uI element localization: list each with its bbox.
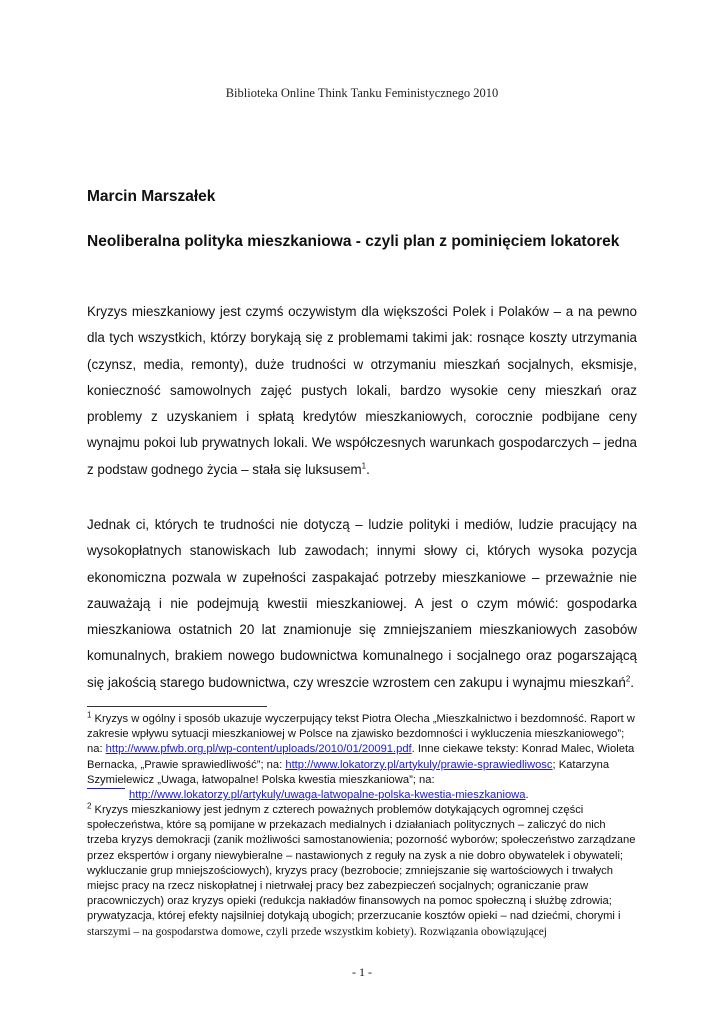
footnote-2	[87, 803, 639, 940]
footnote-1-link-pfwb[interactable]: http://www.pfwb.org.pl/wp-content/uploads/2010/01/20091.pdf	[105, 743, 412, 756]
footnote-1-link-prawie[interactable]: http://www.lokatorzy.pl/artykuly/prawie-sprawiedliwosc	[285, 758, 553, 771]
footnote-1-text-b: . Inne ciekawe teksty: Konrad Malec, Wioleta Bernacka, „Prawie sprawiedliwość”; na:	[87, 743, 635, 771]
footnote-ref-2[interactable]: 2	[625, 674, 631, 684]
footnote-separator	[87, 706, 267, 707]
page-number: - 1 -	[352, 965, 372, 979]
article-title: Neoliberalna polityka mieszkaniowa - czyli plan z pominięciem lokatorek	[87, 233, 620, 250]
footnote-1-link-uwaga[interactable]: http://www.lokatorzy.pl/artykuly/uwaga-latwopalne-polska-kwestia-mieszkaniowa	[129, 789, 526, 802]
paragraph-2-text: Jednak ci, których te trudności nie dotyczą – ludzie polityki i mediów, ludzie pracujący na wysokopłatnych stanowiskach lub zawodach; innymi słowy ci, których wysoka pozycja ekonomiczna pozwala w zupełności zaspakajać potrzeby mieszkaniowe – przeważnie nie zauważają i nie podejmują kwestii mieszkaniowej. A jest o czym mówić: gospodarka mieszkaniowa ostatnich 20 lat znamionuje się zmniejszaniem mieszkaniowych zasobów komunalnych, brakiem nowego budownictwa komunalnego i socjalnego oraz pogarszającą się jakością starego budownictwa, czy wreszcie wzrostem cen zakupu i wynajmu mieszkań	[87, 517, 637, 690]
paragraph-2-end: .	[630, 674, 635, 690]
footnote-1-leader	[87, 788, 125, 789]
body-paragraph-1	[87, 299, 637, 483]
footnote-2-text-a: Kryzys mieszkaniowy jest jednym z czterech poważnych problemów dotykających ogromnej części społeczeństwa, które są pomijane w przekazach medialnych i działaniach politycznych – zaliczyć do nich trzeba kryzys demokracji (zanik możliwości samostanowienia; pozorność wyborów; społeczeństwo zarządzane przez ekspertów i organy niewybieralne – nastawionych z reguły na zysk a nie dobro obywatelek i obywateli; wykluczanie grup mniejszościowych), kryzys pracy (bezrobocie; zmniejszanie się wartościowych i trwałych miejsc pracy na rzecz niskopłatnej i nietrwałej pracy bez zabezpieczeń socjalnych; ograniczanie praw pracowniczych) oraz kryzys opieki (redukcja nakładów finansowych na pomoc społeczną i służbę zdrowia; prywatyzacja, której efekty najsilniej dotykają ubogich; przerzucanie kosztów opieki – nad dziećmi, chorymi i	[87, 804, 636, 923]
footnote-2-text-b: starszymi – na gospodarstwa domowe, czyli przede wszystkim kobiety). Rozwiązania obowiązującej	[87, 925, 547, 938]
footnote-1-marker: 1	[87, 710, 92, 720]
footnote-1	[87, 712, 639, 803]
paragraph-1-end: .	[366, 461, 370, 477]
running-header: Biblioteka Online Think Tanku Feministycznego 2010	[225, 86, 499, 100]
paragraph-1-text: Kryzys mieszkaniowy jest czymś oczywistym dla większości Polek i Polaków – a na pewno dla tych wszystkich, którzy borykają się z problemami takimi jak: rosnące koszty utrzymania (czynsz, media, remonty), duże trudności w otrzymaniu mieszkań socjalnych, eksmisje, konieczność samowolnych zajęć pustych lokali, bardzo wysokie ceny mieszkań oraz problemy z uzyskaniem i spłatą kredytów mieszkaniowych, corocznie podbijane ceny wynajmu pokoi lub prywatnych lokali. We współczesnych warunkach gospodarczych – jedna z podstaw godnego życia – stała się luksusem	[87, 304, 637, 477]
author-name: Marcin Marszałek	[87, 188, 216, 205]
body-paragraph-2	[87, 512, 637, 696]
footnote-2-marker: 2	[87, 801, 92, 811]
footnote-1-text-d: .	[525, 789, 529, 802]
footnote-1-text-c: ; Katarzyna Szymielewicz „Uwaga, łatwopalne! Polska kwestia mieszkaniowa”; na:	[87, 758, 610, 786]
footnote-ref-1[interactable]: 1	[361, 461, 367, 471]
footnote-1-text-a: Kryzys w ogólny i sposób ukazuje wyczerpujący tekst Piotra Olecha „Mieszkalnictwo i bezdomność. Raport w zakresie wpływu sytuacji mieszkaniowej w Polsce na zjawisko bezdomności i wykluczenia mieszkaniowego”; na:	[87, 713, 635, 756]
